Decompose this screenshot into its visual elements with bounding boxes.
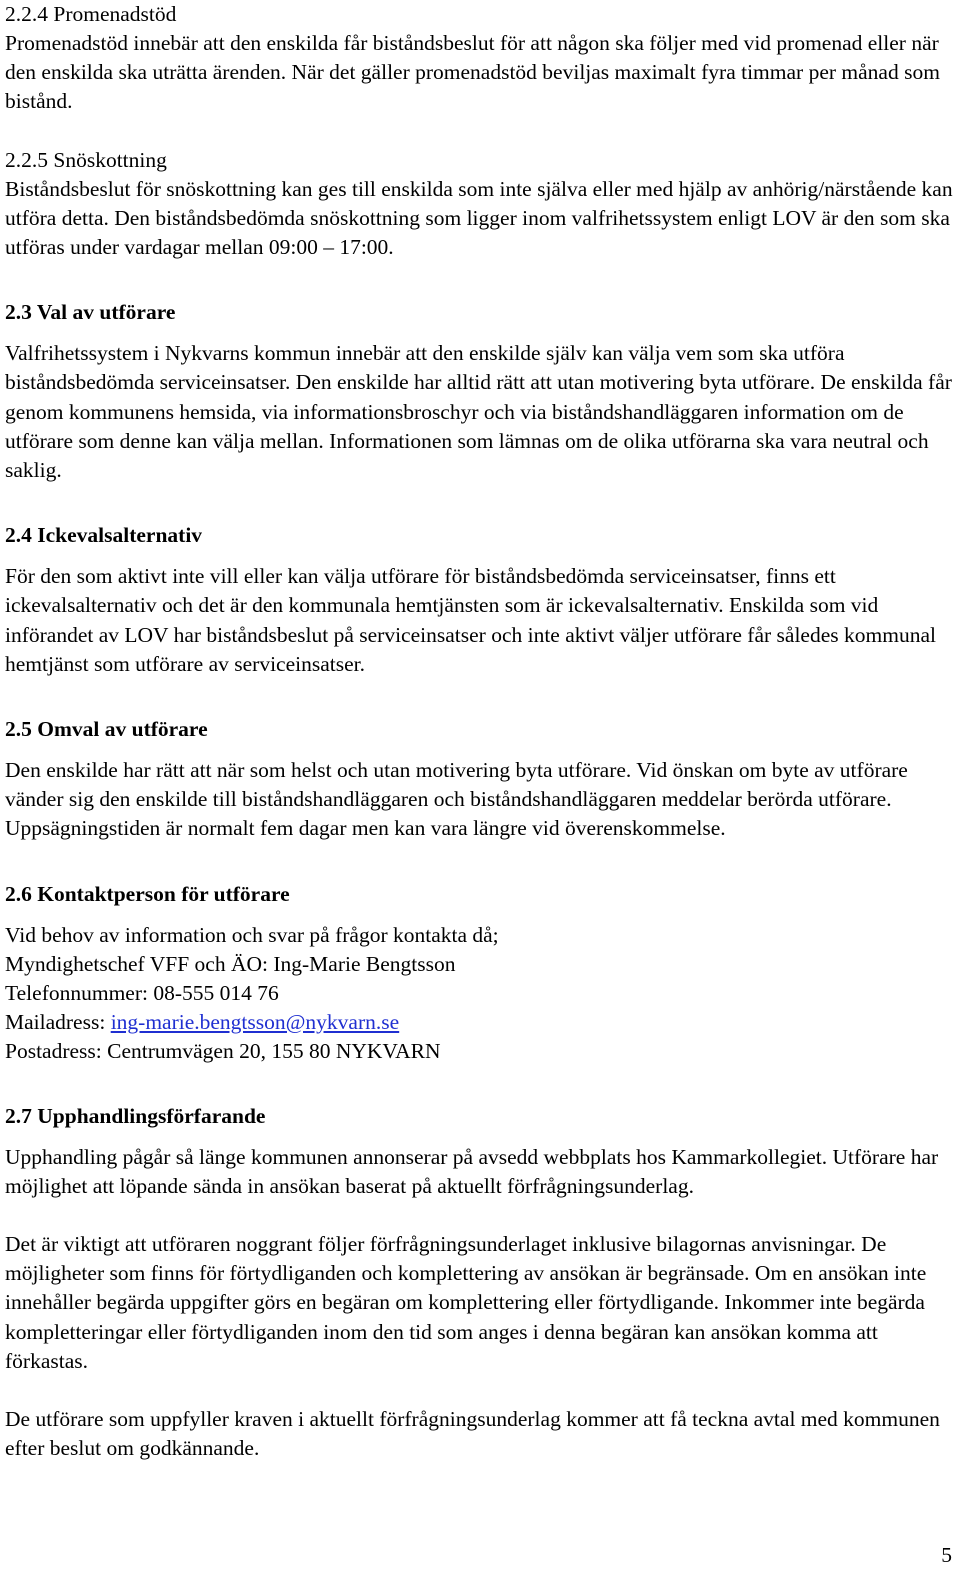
- section-2-2-5: [5, 146, 955, 263]
- section-body-2-7-p2: Det är viktigt att utföraren noggrant följer förfrågningsunderlaget inklusive bilagornas anvisningar. De möjligheter som finns för förtydliganden och komplettering av ansökan är begränsade. Om en ansökan inte innehåller begärda uppgifter görs en begäran om komplettering eller förtydligande. Inkommer inte begärda kompletteringar eller förtydliganden inom den tid som anges i denna begäran kan ansökan komma att förkastas.: [5, 1232, 927, 1373]
- section-heading-2-3: 2.3 Val av utförare: [5, 300, 176, 325]
- section-2-5: [5, 715, 955, 844]
- section-heading-2-6: 2.6 Kontaktperson för utförare: [5, 881, 290, 906]
- section-heading-2-7: 2.7 Upphandlingsförfarande: [5, 1103, 266, 1128]
- section-body-2-2-5: Biståndsbeslut för snöskottning kan ges till enskilda som inte själva eller med hjälp av anhörig/närstående kan utföra detta. Den biståndsbedömda snöskottning som ligger inom valfrihetssystem enligt LOV är den som ska utföras under vardagar mellan 09:00 – 17:00.: [5, 176, 953, 260]
- section-2-7: [5, 1102, 955, 1464]
- section-heading-2-4: 2.4 Ickevalsalternativ: [5, 523, 203, 548]
- section-2-6: [5, 880, 955, 1066]
- contact-mail: [5, 1008, 955, 1037]
- contact-postal: Postadress: Centrumvägen 20, 155 80 NYKVARN: [5, 1038, 441, 1063]
- contact-mail-label: Mailadress:: [5, 1009, 111, 1034]
- section-heading-2-2-5: 2.2.5 Snöskottning: [5, 147, 167, 172]
- contact-block: [5, 921, 955, 1066]
- section-2-2-4: [5, 0, 955, 117]
- document-page: [5, 0, 955, 1463]
- section-2-3: [5, 298, 955, 485]
- contact-person: Myndighetschef VFF och ÄO: Ing-Marie Bengtsson: [5, 951, 456, 976]
- section-body-2-2-4: Promenadstöd innebär att den enskilda får biståndsbeslut för att någon ska följer med vid promenad eller när den enskilda ska uträtta ärenden. När det gäller promenadstöd beviljas maximalt fyra timmar per månad som bistånd.: [5, 31, 940, 114]
- section-2-4: [5, 521, 955, 679]
- section-heading-2-5: 2.5 Omval av utförare: [5, 717, 208, 742]
- contact-mail-link[interactable]: ing-marie.bengtsson@nykvarn.se: [110, 1009, 400, 1034]
- section-body-2-7-p1: Upphandling pågår så länge kommunen annonserar på avsedd webbplats hos Kammarkollegiet. Utförare har möjlighet att löpande sända in ansökan baserat på aktuellt förfrågningsunderlag.: [5, 1144, 939, 1198]
- section-body-2-7-p3: De utförare som uppfyller kraven i aktuellt förfrågningsunderlag kommer att få teckna avtal med kommunen efter beslut om godkännande.: [5, 1407, 940, 1461]
- contact-intro: Vid behov av information och svar på frågor kontakta då;: [5, 922, 499, 947]
- section-heading-2-2-4: 2.2.4 Promenadstöd: [5, 2, 177, 26]
- contact-phone: Telefonnummer: 08-555 014 76: [5, 980, 279, 1005]
- section-body-2-5: Den enskilde har rätt att när som helst och utan motivering byta utförare. Vid önskan om byte av utförare vänder sig den enskilde till biståndshandläggaren och biståndshandläggaren meddelar berörda utförare. Uppsägningstiden är normalt fem dagar men kan vara längre vid överenskommelse.: [5, 758, 908, 841]
- section-body-2-4: För den som aktivt inte vill eller kan välja utförare för biståndsbedömda serviceinsatser, finns ett ickevalsalternativ och det är den kommunala hemtjänsten som är ickevalsalternativ. Enskilda som vid införandet av LOV har biståndsbeslut på serviceinsatser och inte aktivt väljer utförare får således kommunal hemtjänst som utförare av serviceinsatser.: [5, 564, 936, 676]
- page-number: 5: [941, 1543, 952, 1567]
- section-body-2-3: Valfrihetssystem i Nykvarns kommun innebär att den enskilde själv kan välja vem som ska utföra biståndsbedömda serviceinsatser. Den enskilde har alltid rätt att utan motivering byta utförare. De enskilda får genom kommunens hemsida, via informationsbroschyr och via biståndshandläggaren information om de utförare som denne kan välja mellan. Informationen som lämnas om de olika utförarna ska vara neutral och saklig.: [5, 341, 952, 483]
